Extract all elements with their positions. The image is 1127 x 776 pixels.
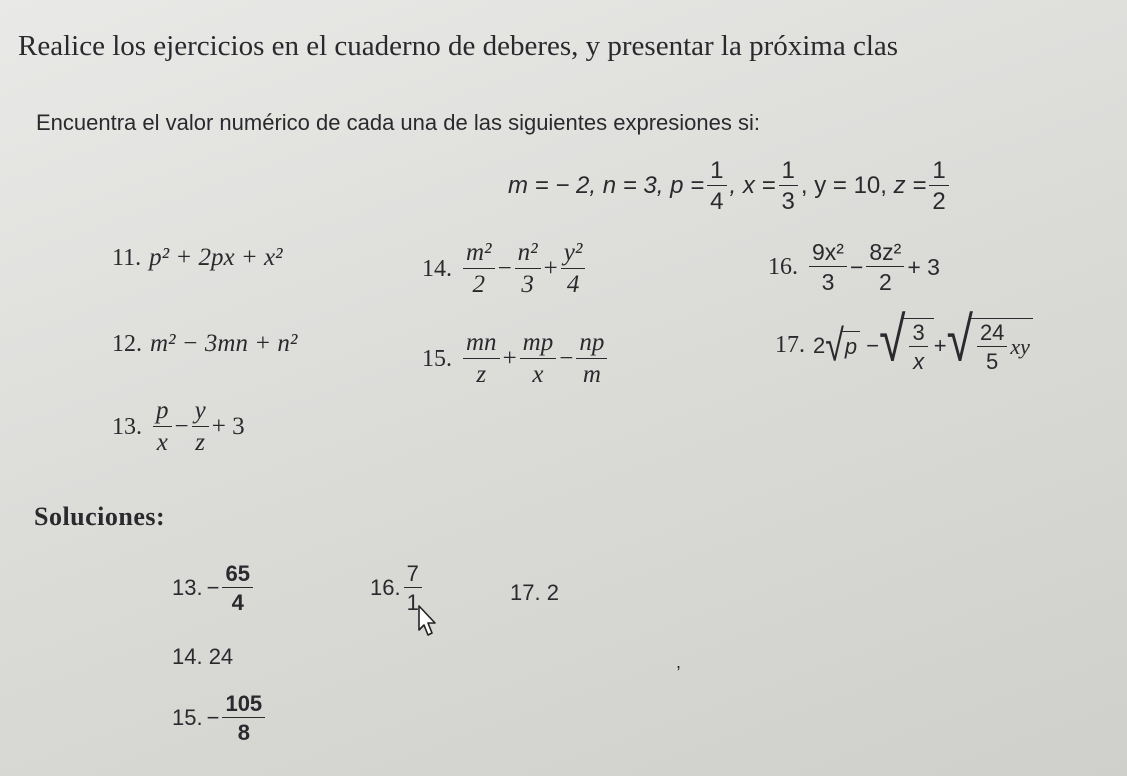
- fraction-den: z: [195, 429, 206, 457]
- value-n: n = 3,: [602, 172, 664, 200]
- fraction-num: 9x²: [809, 240, 847, 267]
- exercise-expression: p² + 2px + x²: [149, 244, 283, 271]
- given-values: [508, 158, 952, 214]
- exercise-number: 17.: [775, 332, 805, 359]
- exercise-17: [775, 305, 1033, 375]
- minus-sign: −: [497, 255, 512, 283]
- fraction: [463, 240, 495, 299]
- fraction: [520, 330, 557, 389]
- exercise-number: 12.: [112, 330, 142, 357]
- exercise-12: [112, 330, 297, 358]
- exercise-13: [112, 398, 245, 457]
- value-z-den: 2: [932, 188, 946, 216]
- plus-sign: +: [933, 332, 947, 358]
- exercise-14: [422, 240, 588, 299]
- square-root: [879, 305, 934, 375]
- solution-17: 17. 2: [510, 580, 559, 605]
- solution-fraction: [222, 562, 252, 614]
- exercise-15: [422, 330, 610, 389]
- radicand: [903, 318, 933, 373]
- fraction-den: 4: [566, 271, 580, 299]
- fraction: [192, 398, 209, 457]
- fraction-den: z: [476, 361, 487, 389]
- exercise-11: [112, 244, 283, 272]
- exercise-16: [768, 240, 940, 294]
- fraction-num: n²: [515, 240, 541, 269]
- fraction-den: 8: [237, 720, 250, 746]
- expression-tail: + 3: [211, 413, 245, 441]
- instruction-text: Realice los ejercicios en el cuaderno de deberes, y presentar la próxima clas: [18, 30, 899, 62]
- fraction-num: 8z²: [866, 240, 904, 267]
- fraction: [463, 330, 500, 389]
- exercise-expression: m² − 3mn + n²: [150, 330, 298, 357]
- fraction: [153, 398, 172, 457]
- fraction: [576, 330, 607, 389]
- exercise-number: 14.: [422, 255, 452, 282]
- fraction-num: mp: [520, 330, 557, 359]
- fraction-den: 3: [521, 271, 534, 299]
- fraction: [561, 240, 586, 299]
- minus-sign: −: [206, 705, 220, 731]
- value-z-num: 1: [929, 158, 948, 186]
- fraction-num: 24: [977, 321, 1007, 347]
- solution-number: 16.: [370, 575, 401, 601]
- fraction: [515, 240, 541, 299]
- solution-number: 13.: [172, 575, 203, 601]
- minus-sign: −: [559, 345, 574, 373]
- solution-fraction: [222, 692, 265, 744]
- minus-sign: −: [849, 253, 864, 280]
- fraction-den: 3: [821, 269, 835, 296]
- radicand: p: [842, 331, 860, 360]
- value-y: , y = 10,: [800, 172, 887, 200]
- fraction-num: mn: [463, 330, 500, 359]
- solution-number: 15.: [172, 705, 203, 731]
- fraction-den: m: [582, 361, 601, 389]
- solution-15: [172, 692, 268, 744]
- value-x-fraction: [779, 158, 798, 214]
- solutions-title: Soluciones:: [34, 502, 166, 531]
- coefficient: 2: [813, 332, 826, 358]
- plus-sign: +: [543, 255, 558, 283]
- fraction-den: 2: [472, 271, 486, 299]
- fraction-num: np: [576, 330, 607, 359]
- fraction-den: x: [532, 361, 544, 389]
- fraction-num: 105: [222, 692, 265, 718]
- fraction-den: 2: [878, 269, 892, 296]
- fraction-den: x: [156, 429, 168, 457]
- exercise-number: 16.: [768, 253, 798, 280]
- fraction: [909, 321, 927, 373]
- solution-14: 14. 24: [172, 644, 234, 669]
- fraction-num: y: [192, 398, 209, 427]
- radical-sign: √: [946, 305, 973, 375]
- expression-tail: + 3: [907, 253, 940, 280]
- square-root: [825, 320, 860, 371]
- fraction-num: 3: [909, 321, 927, 347]
- radical-sign: √: [879, 305, 906, 375]
- fraction-den: x: [913, 349, 925, 375]
- radicand: [971, 318, 1033, 373]
- solution-13: [172, 562, 256, 614]
- minus-sign: −: [174, 413, 189, 441]
- value-p-den: 4: [710, 188, 724, 216]
- value-z-label: z =: [893, 172, 927, 200]
- fraction: [809, 240, 847, 294]
- fraction-num: 7: [404, 562, 422, 588]
- value-p-fraction: [707, 158, 726, 214]
- square-root: [946, 305, 1033, 375]
- fraction-den: 5: [986, 349, 999, 375]
- fraction-num: m²: [463, 240, 495, 269]
- fraction: [866, 240, 904, 294]
- value-z-fraction: [929, 158, 948, 214]
- value-x-num: 1: [779, 158, 798, 186]
- exercise-number: 15.: [422, 345, 452, 372]
- fraction-den: 1: [406, 590, 419, 616]
- value-x-label: , x =: [729, 172, 776, 200]
- radicand-tail: xy: [1010, 334, 1030, 360]
- value-x-den: 3: [781, 188, 795, 216]
- fraction: [977, 321, 1007, 373]
- value-m: m = − 2,: [508, 172, 597, 200]
- fraction-num: 65: [222, 562, 252, 588]
- fraction-num: p: [153, 398, 172, 427]
- radical-sign: √: [825, 320, 844, 371]
- fraction-den: 4: [231, 590, 244, 616]
- minus-sign: −: [860, 332, 880, 358]
- mouse-pointer-icon: [411, 604, 445, 638]
- minus-sign: −: [206, 575, 220, 601]
- fraction-num: y²: [561, 240, 586, 269]
- value-p-label: p =: [670, 172, 705, 200]
- exercise-number: 13.: [112, 413, 142, 440]
- plus-sign: +: [502, 345, 517, 373]
- prompt-text: Encuentra el valor numérico de cada una de las siguientes expresiones si:: [36, 110, 760, 135]
- value-p-num: 1: [707, 158, 726, 186]
- stray-mark: ,: [676, 652, 682, 672]
- exercise-number: 11.: [112, 244, 142, 271]
